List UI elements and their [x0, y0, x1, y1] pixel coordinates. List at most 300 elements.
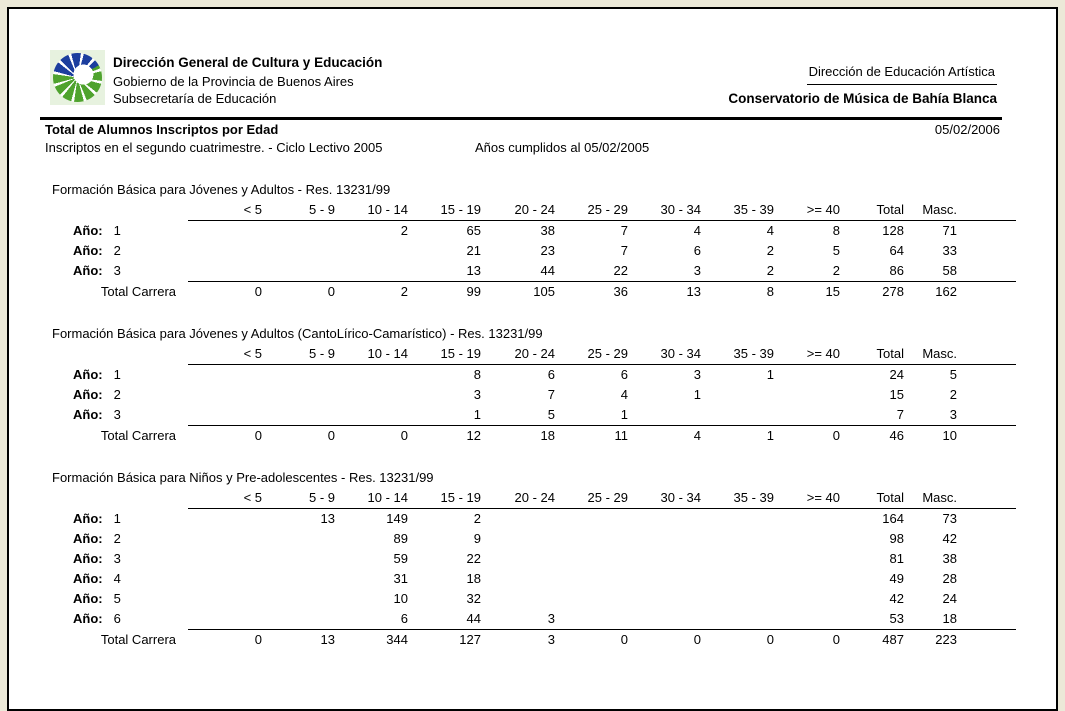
total-value-cell: 2 — [337, 282, 410, 303]
year-label-prefix: Año: — [73, 551, 103, 566]
value-cell — [188, 589, 264, 609]
total-value-cell: 0 — [630, 630, 703, 651]
value-cell: 6 — [400, 611, 408, 626]
value-cell — [776, 529, 842, 549]
column-header: 20 - 24 — [483, 488, 557, 509]
column-header: 30 - 34 — [630, 344, 703, 365]
value-cell: 13 — [466, 263, 481, 278]
value-cell — [483, 549, 557, 569]
value-cell: 86 — [889, 263, 904, 278]
value-cell: 15 — [889, 387, 904, 402]
total-value-cell: 99 — [410, 282, 483, 303]
value-cell: 6 — [620, 367, 628, 382]
value-cell: 8 — [473, 367, 481, 382]
table-row — [40, 241, 1016, 261]
institution-header-block — [728, 63, 997, 106]
value-cell — [483, 529, 557, 549]
total-value-cell: 0 — [264, 282, 337, 303]
value-cell: 31 — [393, 571, 408, 586]
report-subtitle: Inscriptos en el segundo cuatrimestre. - Ciclo Lectivo 2005 — [45, 140, 383, 155]
total-label: Total Carrera — [100, 283, 176, 299]
total-value-cell: 36 — [557, 282, 630, 303]
total-value-cell: 0 — [703, 630, 776, 651]
column-header: 15 - 19 — [410, 344, 483, 365]
age-distribution-table — [40, 200, 1016, 302]
value-cell: 2 — [400, 223, 408, 238]
value-cell: 3 — [949, 407, 957, 422]
value-cell — [337, 241, 410, 261]
report-page — [7, 7, 1058, 711]
table-row — [40, 589, 1016, 609]
value-cell: 89 — [393, 531, 408, 546]
value-cell — [188, 385, 264, 405]
value-cell: 81 — [889, 551, 904, 566]
table-row — [40, 261, 1016, 282]
total-value-cell: 13 — [264, 630, 337, 651]
total-value-cell: 0 — [337, 426, 410, 447]
pad-cell — [959, 365, 1016, 386]
total-label: Total Carrera — [100, 631, 176, 647]
column-header: 10 - 14 — [337, 488, 410, 509]
value-cell — [337, 261, 410, 282]
value-cell — [703, 589, 776, 609]
total-value-cell: 105 — [483, 282, 557, 303]
value-cell — [264, 221, 337, 242]
value-cell: 38 — [942, 551, 957, 566]
column-header: 35 - 39 — [703, 344, 776, 365]
value-cell: 59 — [393, 551, 408, 566]
value-cell — [337, 385, 410, 405]
column-header: 5 - 9 — [264, 488, 337, 509]
org-logo — [50, 50, 105, 105]
column-header: 10 - 14 — [337, 344, 410, 365]
value-cell — [264, 589, 337, 609]
value-cell — [703, 529, 776, 549]
org-subtitle-government: Gobierno de la Provincia de Buenos Aires — [113, 74, 354, 89]
value-cell — [630, 609, 703, 630]
year-label-prefix: Año: — [73, 531, 103, 546]
pad-cell — [959, 405, 1016, 426]
value-cell: 8 — [832, 223, 840, 238]
year-number: 4 — [113, 571, 121, 586]
value-cell: 3 — [693, 263, 701, 278]
total-value-cell: 278 — [842, 282, 906, 303]
value-cell — [264, 549, 337, 569]
value-cell: 1 — [620, 407, 628, 422]
report-section — [40, 468, 994, 650]
year-label-prefix: Año: — [73, 387, 103, 402]
total-label: Total Carrera — [100, 427, 176, 443]
year-number: 3 — [113, 551, 121, 566]
report-sections — [40, 180, 994, 672]
value-cell: 4 — [766, 223, 774, 238]
column-header: < 5 — [188, 344, 264, 365]
value-cell — [630, 589, 703, 609]
year-number: 2 — [113, 387, 121, 402]
value-cell — [630, 405, 703, 426]
total-value-cell: 46 — [842, 426, 906, 447]
total-value-cell: 0 — [188, 282, 264, 303]
year-label — [40, 609, 188, 630]
table-row — [40, 569, 1016, 589]
age-cutoff-note: Años cumplidos al 05/02/2005 — [475, 140, 650, 155]
value-cell: 23 — [540, 243, 555, 258]
value-cell — [557, 549, 630, 569]
age-distribution-table — [40, 488, 1016, 650]
column-header: Masc. — [906, 200, 959, 221]
value-cell — [188, 261, 264, 282]
column-header: Total — [842, 200, 906, 221]
total-value-cell: 8 — [703, 282, 776, 303]
header-label-spacer — [40, 344, 188, 365]
value-cell: 65 — [466, 223, 481, 238]
value-cell: 2 — [832, 263, 840, 278]
table-row — [40, 365, 1016, 386]
total-value-cell: 4 — [630, 426, 703, 447]
year-label — [40, 221, 188, 242]
value-cell: 6 — [547, 367, 555, 382]
value-cell — [630, 529, 703, 549]
value-cell: 7 — [547, 387, 555, 402]
column-header: 30 - 34 — [630, 488, 703, 509]
value-cell: 149 — [386, 511, 408, 526]
value-cell — [776, 365, 842, 386]
section-title: Formación Básica para Jóvenes y Adultos - Res. 13231/99 — [52, 182, 391, 197]
header-label-spacer — [40, 488, 188, 509]
column-header: Masc. — [906, 344, 959, 365]
value-cell: 1 — [473, 407, 481, 422]
value-cell: 164 — [882, 511, 904, 526]
value-cell — [776, 405, 842, 426]
pad-cell — [959, 609, 1016, 630]
pad-cell — [959, 589, 1016, 609]
year-label — [40, 569, 188, 589]
year-label-prefix: Año: — [73, 243, 103, 258]
year-label-prefix: Año: — [73, 263, 103, 279]
year-label-prefix: Año: — [73, 407, 103, 423]
section-title: Formación Básica para Jóvenes y Adultos (CantoLírico-Camarístico) - Res. 13231/99 — [52, 326, 543, 341]
pad-cell — [959, 241, 1016, 261]
value-cell — [264, 529, 337, 549]
value-cell — [264, 385, 337, 405]
pad-cell — [959, 529, 1016, 549]
total-row — [40, 630, 1016, 651]
value-cell: 5 — [949, 367, 957, 382]
year-label — [40, 509, 188, 530]
value-cell: 24 — [889, 367, 904, 382]
value-cell — [776, 549, 842, 569]
column-header: 35 - 39 — [703, 200, 776, 221]
value-cell — [630, 549, 703, 569]
total-value-cell: 223 — [906, 630, 959, 651]
column-header: Total — [842, 344, 906, 365]
total-value-cell: 127 — [410, 630, 483, 651]
value-cell: 44 — [466, 611, 481, 626]
year-label — [40, 261, 188, 282]
total-value-cell: 3 — [483, 630, 557, 651]
value-cell: 7 — [620, 223, 628, 238]
value-cell — [188, 241, 264, 261]
value-cell — [557, 569, 630, 589]
value-cell: 53 — [889, 611, 904, 626]
value-cell: 5 — [547, 407, 555, 422]
table-row — [40, 221, 1016, 242]
institution-title: Conservatorio de Música de Bahía Blanca — [728, 91, 997, 106]
pad-cell — [959, 426, 1016, 447]
value-cell — [703, 509, 776, 530]
value-cell: 128 — [882, 223, 904, 238]
value-cell — [557, 509, 630, 530]
year-label — [40, 241, 188, 261]
column-header: 5 - 9 — [264, 344, 337, 365]
value-cell — [188, 365, 264, 386]
value-cell: 4 — [693, 223, 701, 238]
table-row — [40, 405, 1016, 426]
report-title: Total de Alumnos Inscriptos por Edad — [45, 122, 279, 137]
report-section — [40, 324, 994, 446]
value-cell: 24 — [942, 591, 957, 606]
value-cell: 4 — [620, 387, 628, 402]
value-cell — [188, 221, 264, 242]
value-cell — [703, 405, 776, 426]
column-header: Total — [842, 488, 906, 509]
column-header: >= 40 — [776, 200, 842, 221]
value-cell — [630, 569, 703, 589]
pad-cell — [959, 221, 1016, 242]
pad-cell — [959, 630, 1016, 651]
column-header: 30 - 34 — [630, 200, 703, 221]
pad-cell — [959, 282, 1016, 303]
total-value-cell: 0 — [557, 630, 630, 651]
value-cell — [264, 365, 337, 386]
value-cell — [264, 405, 337, 426]
total-value-cell: 1 — [703, 426, 776, 447]
value-cell — [703, 385, 776, 405]
table-header-row — [40, 200, 1016, 221]
value-cell: 1 — [693, 387, 701, 402]
total-value-cell: 0 — [776, 630, 842, 651]
total-value-cell: 487 — [842, 630, 906, 651]
year-number: 3 — [113, 407, 121, 423]
value-cell — [188, 609, 264, 630]
pad-cell — [959, 569, 1016, 589]
table-header-row — [40, 344, 1016, 365]
value-cell: 2 — [949, 387, 957, 402]
value-cell: 22 — [466, 551, 481, 566]
column-header: 25 - 29 — [557, 200, 630, 221]
column-header: 25 - 29 — [557, 488, 630, 509]
header-label-spacer — [40, 200, 188, 221]
value-cell: 3 — [473, 387, 481, 402]
total-value-cell: 11 — [557, 426, 630, 447]
value-cell: 21 — [466, 243, 481, 258]
year-label-prefix: Año: — [73, 222, 103, 238]
year-label — [40, 385, 188, 405]
column-header: 20 - 24 — [483, 344, 557, 365]
total-value-cell: 0 — [188, 630, 264, 651]
pad-cell — [959, 200, 1016, 221]
value-cell: 44 — [540, 263, 555, 278]
value-cell: 38 — [540, 223, 555, 238]
column-header: >= 40 — [776, 488, 842, 509]
value-cell — [557, 609, 630, 630]
table-row — [40, 385, 1016, 405]
value-cell — [776, 509, 842, 530]
pad-cell — [959, 549, 1016, 569]
value-cell — [776, 385, 842, 405]
year-label-prefix: Año: — [73, 591, 103, 606]
column-header: 20 - 24 — [483, 200, 557, 221]
column-header: 25 - 29 — [557, 344, 630, 365]
column-header: 35 - 39 — [703, 488, 776, 509]
year-number: 6 — [113, 611, 121, 627]
org-title: Dirección General de Cultura y Educación — [113, 55, 383, 70]
value-cell: 42 — [889, 591, 904, 606]
total-row — [40, 426, 1016, 447]
table-row — [40, 609, 1016, 630]
value-cell: 2 — [766, 263, 774, 278]
age-distribution-table — [40, 344, 1016, 446]
table-row — [40, 529, 1016, 549]
value-cell — [188, 405, 264, 426]
value-cell: 10 — [393, 591, 408, 606]
table-header-row — [40, 488, 1016, 509]
year-label-prefix: Año: — [73, 366, 103, 382]
value-cell — [557, 529, 630, 549]
year-number: 2 — [113, 243, 121, 258]
year-number: 1 — [113, 510, 121, 526]
value-cell: 3 — [547, 611, 555, 626]
value-cell — [264, 241, 337, 261]
value-cell: 18 — [942, 611, 957, 626]
year-number: 3 — [113, 263, 121, 279]
column-header: < 5 — [188, 488, 264, 509]
pad-cell — [959, 261, 1016, 282]
total-value-cell: 0 — [264, 426, 337, 447]
column-header: >= 40 — [776, 344, 842, 365]
column-header: 10 - 14 — [337, 200, 410, 221]
year-number: 5 — [113, 591, 121, 606]
value-cell — [703, 549, 776, 569]
value-cell: 13 — [320, 511, 335, 526]
pad-cell — [959, 509, 1016, 530]
value-cell: 71 — [942, 223, 957, 238]
year-number: 1 — [113, 366, 121, 382]
year-label — [40, 589, 188, 609]
total-value-cell: 0 — [776, 426, 842, 447]
year-label — [40, 405, 188, 426]
value-cell: 49 — [889, 571, 904, 586]
value-cell: 33 — [942, 243, 957, 258]
report-date: 05/02/2006 — [934, 122, 1000, 137]
value-cell — [188, 529, 264, 549]
value-cell: 42 — [942, 531, 957, 546]
value-cell: 7 — [620, 243, 628, 258]
column-header: 5 - 9 — [264, 200, 337, 221]
table-row — [40, 549, 1016, 569]
value-cell: 22 — [613, 263, 628, 278]
total-value-cell: 12 — [410, 426, 483, 447]
value-cell — [264, 261, 337, 282]
value-cell — [264, 609, 337, 630]
value-cell: 64 — [889, 243, 904, 258]
total-value-cell: 344 — [337, 630, 410, 651]
value-cell: 2 — [473, 511, 481, 526]
value-cell — [557, 589, 630, 609]
org-header-block — [113, 54, 382, 107]
value-cell: 7 — [896, 407, 904, 422]
pad-cell — [959, 344, 1016, 365]
column-header: < 5 — [188, 200, 264, 221]
value-cell: 1 — [766, 367, 774, 382]
column-header: 15 - 19 — [410, 200, 483, 221]
table-row — [40, 509, 1016, 530]
value-cell: 98 — [889, 531, 904, 546]
header-divider — [40, 117, 1002, 120]
value-cell: 58 — [942, 263, 957, 278]
value-cell — [264, 569, 337, 589]
year-label — [40, 365, 188, 386]
value-cell — [703, 569, 776, 589]
value-cell: 18 — [466, 571, 481, 586]
year-label-prefix: Año: — [73, 571, 103, 586]
total-value-cell: 162 — [906, 282, 959, 303]
value-cell — [483, 569, 557, 589]
value-cell: 73 — [942, 511, 957, 526]
total-value-cell: 15 — [776, 282, 842, 303]
section-title: Formación Básica para Niños y Pre-adolescentes - Res. 13231/99 — [52, 470, 434, 485]
year-number: 1 — [113, 222, 121, 238]
total-value-cell: 0 — [188, 426, 264, 447]
value-cell: 2 — [766, 243, 774, 258]
value-cell: 6 — [693, 243, 701, 258]
value-cell: 3 — [693, 367, 701, 382]
year-number: 2 — [113, 531, 121, 546]
value-cell — [483, 589, 557, 609]
value-cell — [776, 569, 842, 589]
value-cell: 5 — [832, 243, 840, 258]
total-value-cell: 18 — [483, 426, 557, 447]
value-cell: 32 — [466, 591, 481, 606]
column-header: Masc. — [906, 488, 959, 509]
value-cell — [703, 609, 776, 630]
value-cell — [188, 509, 264, 530]
value-cell — [483, 509, 557, 530]
year-label — [40, 529, 188, 549]
value-cell — [337, 405, 410, 426]
report-section — [40, 180, 994, 302]
dept-title: Dirección de Educación Artística — [807, 64, 997, 85]
year-label-prefix: Año: — [73, 510, 103, 526]
year-label — [40, 549, 188, 569]
value-cell: 28 — [942, 571, 957, 586]
year-label-prefix: Año: — [73, 611, 103, 627]
total-value-cell: 13 — [630, 282, 703, 303]
value-cell: 9 — [473, 531, 481, 546]
column-header: 15 - 19 — [410, 488, 483, 509]
value-cell — [188, 569, 264, 589]
org-subtitle-subsecretaria: Subsecretaría de Educación — [113, 91, 277, 106]
value-cell — [188, 549, 264, 569]
total-value-cell: 10 — [906, 426, 959, 447]
value-cell — [776, 589, 842, 609]
pad-cell — [959, 385, 1016, 405]
value-cell — [776, 609, 842, 630]
total-row — [40, 282, 1016, 303]
value-cell — [630, 509, 703, 530]
pad-cell — [959, 488, 1016, 509]
value-cell — [337, 365, 410, 386]
